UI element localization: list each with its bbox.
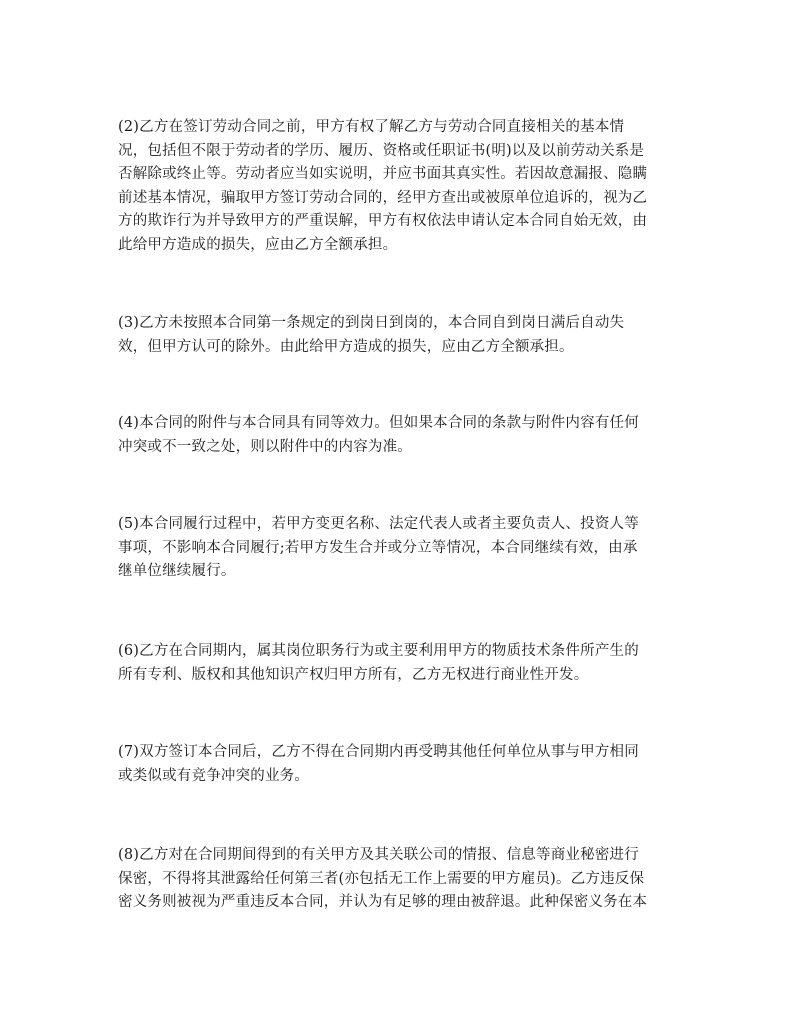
- text-line: (3)乙方未按照本合同第一条规定的到岗日到岗的，本合同自到岗日满后自动失: [118, 315, 625, 331]
- text-line: 所有专利、版权和其他知识产权归甲方所有，乙方无权进行商业性开发。: [118, 666, 589, 683]
- text-line: 保密，不得将其泄露给任何第三者(亦包括无工作上需要的甲方雇员)。乙方违反保: [118, 870, 645, 887]
- text-line: 密义务则被视为严重违反本合同，并认为有足够的理由被辞退。此种保密义务在本: [118, 894, 648, 910]
- clause-5-paragraph: [118, 513, 680, 584]
- text-line: 方的欺诈行为并导致甲方的严重误解，甲方有权依法申请认定本合同自始无效，由: [118, 213, 648, 229]
- text-line: 效，但甲方认可的除外。由此给甲方造成的损失，应由乙方全额承担。: [118, 338, 574, 355]
- text-line: (8)乙方对在合同期间得到的有关甲方及其关联公司的情报、信息等商业秘密进行: [118, 847, 639, 863]
- text-line: 况，包括但不限于劳动者的学历、履历、资格或任职证书(明)以及以前劳动关系是: [118, 142, 645, 159]
- clause-8-paragraph: [118, 844, 680, 915]
- text-line: 冲突或不一致之处，则以附件中的内容为准。: [118, 438, 412, 455]
- clause-6-paragraph: [118, 640, 680, 687]
- text-line: 否解除或终止等。劳动者应当如实说明，并应书面其真实性。若因故意漏报、隐瞒: [118, 166, 648, 182]
- text-line: (6)乙方在合同期内，属其岗位职务行为或主要利用甲方的物质技术条件所产生的: [118, 643, 639, 659]
- text-line: (7)双方签订本合同后，乙方不得在合同期内再受聘其他任何单位从事与甲方相同: [118, 744, 639, 760]
- clause-7-paragraph: [118, 741, 680, 788]
- text-line: 继单位继续履行。: [118, 563, 236, 579]
- clause-2-paragraph: [118, 116, 680, 257]
- text-line: (4)本合同的附件与本合同具有同等效力。但如果本合同的条款与附件内容有任何: [118, 415, 639, 431]
- text-line: 前述基本情况，骗取甲方签订劳动合同的，经甲方查出或被原单位追诉的，视为乙: [118, 189, 648, 206]
- text-line: 或类似或有竞争冲突的业务。: [118, 767, 310, 784]
- text-line: (5)本合同履行过程中，若甲方变更名称、法定代表人或者主要负责人、投资人等: [118, 516, 639, 532]
- text-line: (2)乙方在签订劳动合同之前，甲方有权了解乙方与劳动合同直接相关的基本情: [118, 119, 625, 135]
- text-line: 此给甲方造成的损失，应由乙方全额承担。: [118, 236, 398, 253]
- clause-3-paragraph: [118, 312, 680, 359]
- text-line: 事项，不影响本合同履行;若甲方发生合并或分立等情况，本合同继续有效，由承: [118, 539, 638, 556]
- clause-4-paragraph: [118, 412, 680, 459]
